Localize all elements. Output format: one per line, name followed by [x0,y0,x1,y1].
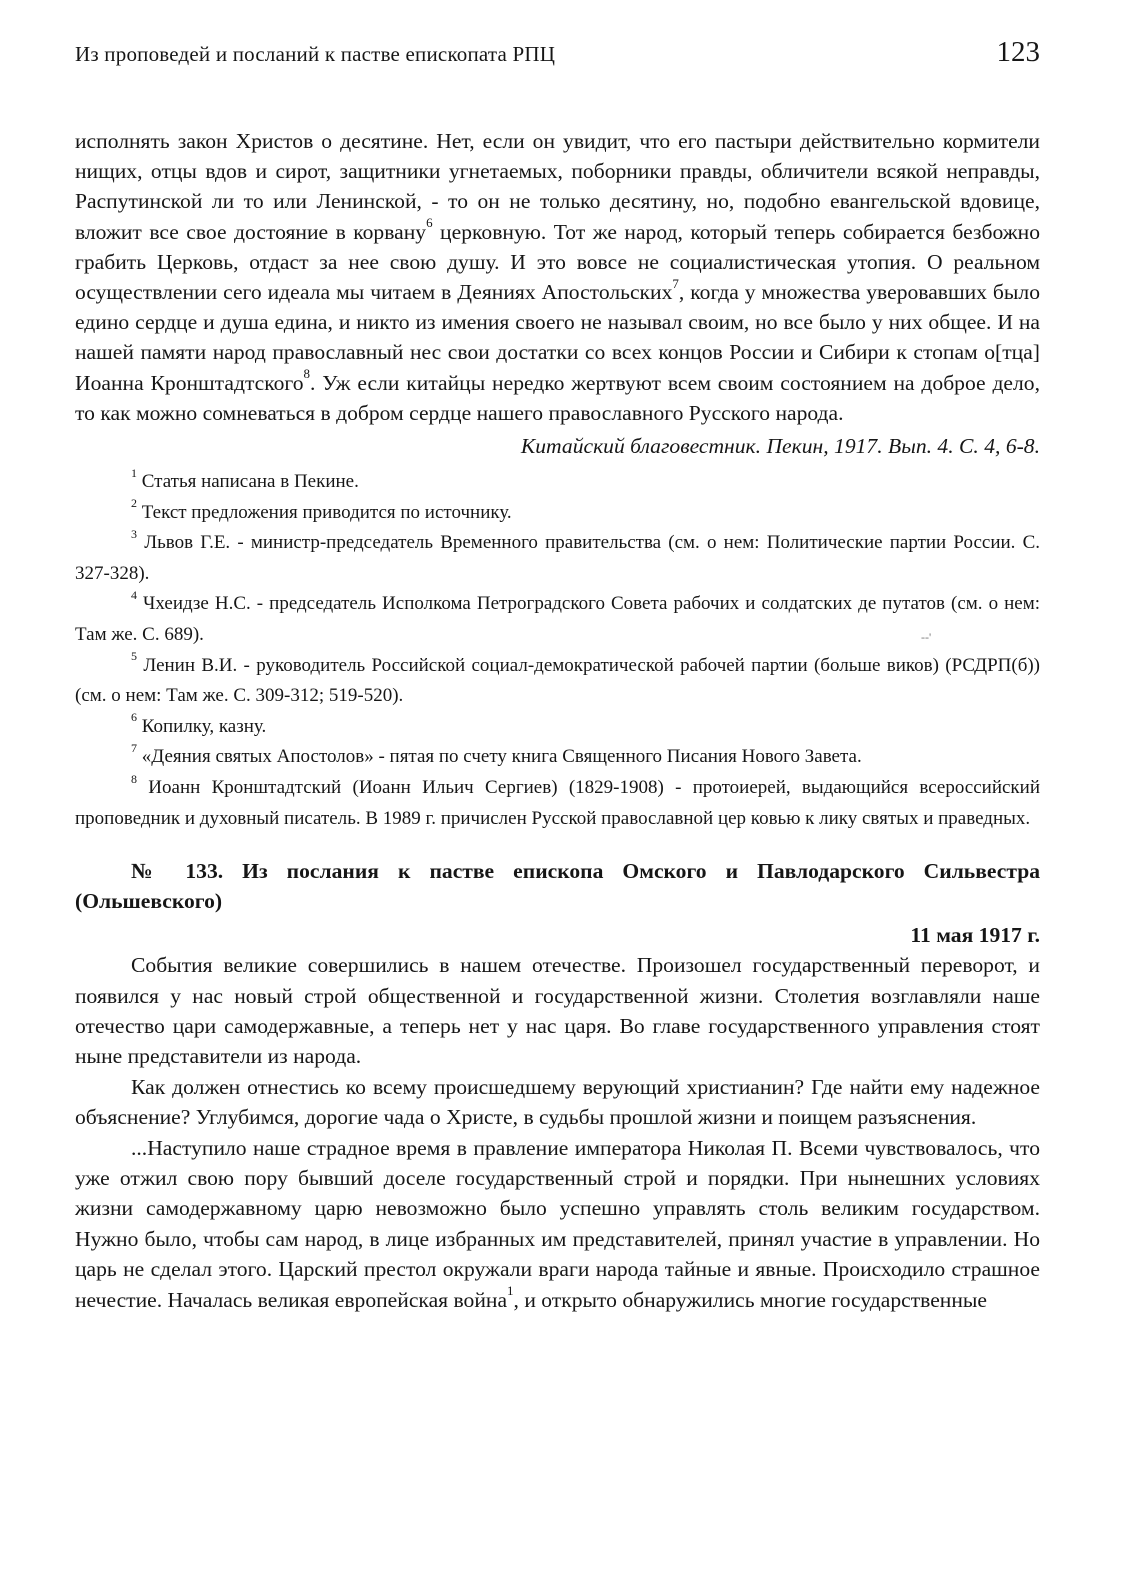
text-run: , когда у множества уверовавших было едино сердце и душа едина, и никто из имения своего не называл своим, но все было у них общее. И на нашей памяти народ православный нес свои достатки со всех концов России и Сибири к стопам о[тца] Иоанна Кронштадтского [75,280,1040,395]
footnote-number: 2 [131,496,137,511]
footnote [75,742,1040,773]
footnote-number: 3 [131,526,137,541]
source-citation: Китайский благовестник. Пекин, 1917. Вып. 4. С. 4, 6-8. [520,434,1040,459]
footnote-number: 1 [131,465,137,480]
footnotes [75,467,1040,834]
footnote [75,773,1040,834]
running-header-title: Из проповедей и посланий к пастве епископата РПЦ [75,42,556,66]
document-date: 11 мая 1917 г. [910,923,1040,948]
footnote [75,528,1040,589]
text-run: ...Наступило наше страдное время в правление императора Николая П. Всеми чувствовалось, что уже отжил свою пору бывший доселе государственный строй и порядки. При нынешних условиях жизни самодержавному царю невозможно было успешно управлять столь великим государством. Нужно было, чтобы сам народ, в лице избранных им представителей, принял участие в управлении. Но царь не сделал этого. Царский престол окружали враги народа тайные и явные. Происходило страшное нечестие. Началась великая европейская война [75,1135,1040,1312]
scan-artifact: --' [921,630,932,644]
text-run: , и открыто обнаружились многие государственные [513,1287,988,1312]
footnote [75,651,1040,712]
footnote-text: Текст предложения приводится по источнику. [141,501,512,523]
footnote [75,712,1040,743]
footnote-number: 6 [131,710,137,725]
document-heading: № 133. Из послания к пастве епископа Омского и Павлодарского Сильвестра (Ольшевского) [75,859,1040,914]
footnote [75,467,1040,498]
footnote-number: 5 [131,649,137,664]
text-run: . Уж если китайцы нередко жертвуют всем своим состоянием на доброе дело, то как можно сомневаться в добром сердце нашего православного Русского народа. [75,370,1040,425]
document-body [75,950,1040,1315]
footnote-ref-1: 1 [507,1283,514,1299]
footnote-text: Копилку, казну. [141,715,267,737]
paragraph [75,126,1040,428]
footnote-number: 7 [131,741,137,756]
footnote-ref-7: 7 [672,275,679,291]
footnote-text: Львов Г.Е. - министр-председатель Временного правительства (см. о нем: Политические партии России. С. 327-328). [75,532,1041,584]
footnote [75,498,1040,529]
footnote-text: Статья написана в Пекине. [141,471,359,493]
footnote-text: Иоанн Кронштадтский (Иоанн Ильич Сергиев) (1829-1908) - протоиерей, выдающийся всероссийский проповедник и духовный писатель. В 1989 г. причислен Русской православной цер ковью к лику святых и праведных. [75,776,1041,829]
text-run: исполнять закон Христов о десятине. Нет, если он увидит, что его пастыри действительно кормители нищих, отцы вдов и сирот, защитники угнетаемых, поборники правды, обличители всякой неправды, Распутинской ли то или Ленинской, - то он не только десятину, но, подобно евангельской вдовице, вложит все свое достояние в корвану [75,129,1040,244]
footnote-text: Чхеидзе Н.С. - председатель Исполкома Петроградского Совета рабочих и солдатских де путатов (см. о нем: Там же. С. 689). [75,593,1040,645]
text-run: церковную. Тот же народ, который теперь собирается безбожно грабить Церковь, отдаст за нее свою душу. И это вовсе не социалистическая утопия. О реальном осуществлении сего идеала мы читаем в Деяниях Апостольских [75,219,1041,305]
page [75,36,1040,1315]
paragraph [75,1133,1040,1315]
running-header [75,36,1040,76]
footnote-number: 4 [131,588,137,603]
footnote-number: 8 [131,771,137,786]
continued-text [75,126,1040,428]
page-number: 123 [996,36,1040,68]
paragraph: События великие совершились в нашем отечестве. Произошел государственный переворот, и появился у нас новый строй общественной и государственной жизни. Столетия возглавляли наше отечество цари самодержавные, а теперь нет у нас царя. Во главе государственного управления стоят ныне представители из народа. [75,953,1040,1069]
footnote-ref-6: 6 [426,215,433,231]
footnote-text: «Деяния святых Апостолов» - пятая по счету книга Священного Писания Нового Завета. [141,746,862,768]
footnote-ref-8: 8 [303,366,311,382]
footnote-text: Ленин В.И. - руководитель Российской социал-демократической рабочей партии (больше виков) (РСДРП(б)) (см. о нем: Там же. С. 309-312; 519-520). [75,654,1041,707]
paragraph: Как должен отнестись ко всему происшедшему верующий христианин? Где найти ему надежное объяснение? Углубимся, дорогие чада о Христе, в судьбы прошлой жизни и поищем разъяснения. [75,1074,1040,1130]
footnote [75,589,1040,650]
